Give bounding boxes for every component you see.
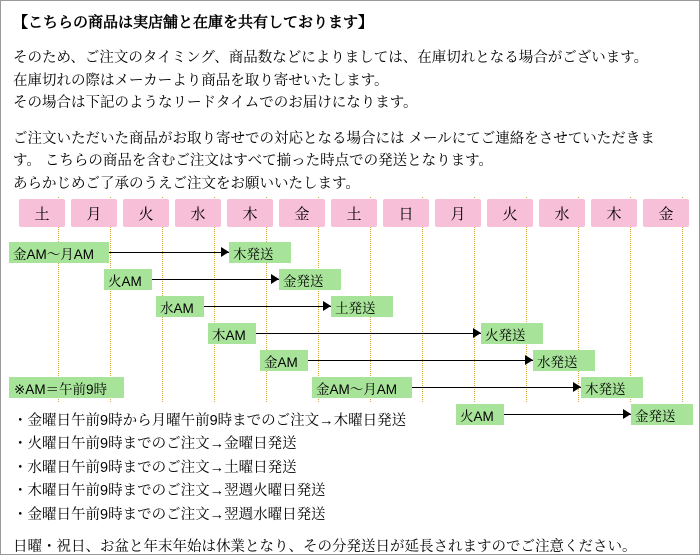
intro-line: す。 こちらの商品を含むご注文はすべて揃った時点での発送となります。: [13, 153, 493, 170]
arrow-head-icon: [221, 247, 229, 257]
intro-line: ご注文いただいた商品がお取り寄せでの対応となる場合には メールにてご連絡をさせていただきま: [13, 130, 655, 147]
day-cell: 月: [435, 199, 481, 227]
arrow-shaft: [204, 306, 331, 307]
intro-text: [13, 11, 689, 195]
flow-arrow: [256, 328, 481, 339]
flow-arrow: [308, 355, 533, 366]
arrow-head-icon: [573, 382, 581, 392]
flow-arrow: [152, 274, 279, 285]
day-cell: 木: [591, 199, 637, 227]
intro-paragraph-2: [13, 128, 689, 195]
day-cell: 土: [331, 199, 377, 227]
order-window-bar: 金AM〜月AM: [9, 242, 109, 263]
day-cell: 水: [175, 199, 221, 227]
intro-line: あらかじめご了承のうえご注文をお願いいたします。: [13, 175, 360, 192]
list-item: ・金曜日午前9時から月曜午前9時までのご注文→木曜日発送: [13, 413, 407, 429]
day-cell: 日: [383, 199, 429, 227]
arrow-shaft: [152, 279, 279, 280]
shipping-rules-list: [13, 410, 693, 560]
shipping-day-bar: 水発送: [533, 350, 595, 371]
arrow-head-icon: [473, 328, 481, 338]
day-cell: 金: [643, 199, 689, 227]
order-window-bar: 金AM: [260, 350, 308, 371]
shipping-day-bar: 金発送: [279, 269, 341, 290]
day-cell: 火: [123, 199, 169, 227]
arrow-shaft: [256, 333, 481, 334]
flow-arrow: [204, 301, 331, 312]
day-cell: 水: [539, 199, 585, 227]
order-window-bar: 水AM: [156, 296, 204, 317]
list-item: ・金曜日午前9時までのご注文→翌週水曜日発送: [13, 506, 326, 523]
intro-line: その場合は下記のようなリードタイムでのお届けになります。: [13, 95, 418, 112]
am-definition-note: ※AM＝午前9時: [9, 377, 124, 398]
day-cell: 火: [487, 199, 533, 227]
arrow-head-icon: [271, 274, 279, 284]
shipping-day-bar: 木発送: [229, 242, 291, 263]
flow-arrow: [109, 247, 229, 258]
list-item: ・火曜日午前9時までのご注文→金曜日発送: [13, 436, 297, 453]
flow-arrow: [412, 382, 581, 393]
shipping-day-bar: 木発送: [581, 377, 643, 398]
arrow-head-icon: [323, 301, 331, 311]
day-header-row: [9, 199, 693, 229]
order-window-bar: 火AM: [104, 269, 152, 290]
shipping-day-bar: 金発送: [631, 404, 693, 425]
day-cell: 月: [71, 199, 117, 227]
day-cell: 土: [19, 199, 65, 227]
list-item: ・木曜日午前9時までのご注文→翌週火曜日発送: [13, 483, 326, 500]
day-cell: 木: [227, 199, 273, 227]
order-window-bar: 木AM: [208, 323, 256, 344]
intro-line: そのため、ご注文のタイミング、商品数などによりましては、在庫切れとなる場合がございます。: [13, 50, 649, 67]
shipping-day-bar: 土発送: [331, 296, 393, 317]
list-item: ・水曜日午前9時までのご注文→土曜日発送: [13, 459, 297, 476]
arrow-shaft: [109, 252, 229, 253]
order-window-bar: 火AM: [456, 404, 504, 425]
arrow-head-icon: [525, 355, 533, 365]
holiday-notice: 日曜・祝日、お盆と年末年始は休業となり、その分発送日が延長されますのでご注意ください。: [13, 539, 637, 556]
intro-title: 【こちらの商品は実店舗と在庫を共有しております】: [13, 14, 374, 31]
shipping-day-bar: 火発送: [481, 323, 543, 344]
order-window-bar: 金AM〜月AM: [312, 377, 412, 398]
arrow-shaft: [412, 387, 581, 388]
intro-line: 在庫切れの際はメーカーより商品を取り寄せいたします。: [13, 72, 389, 89]
arrow-shaft: [308, 360, 533, 361]
intro-paragraph-1: [13, 47, 689, 114]
day-cell: 金: [279, 199, 325, 227]
